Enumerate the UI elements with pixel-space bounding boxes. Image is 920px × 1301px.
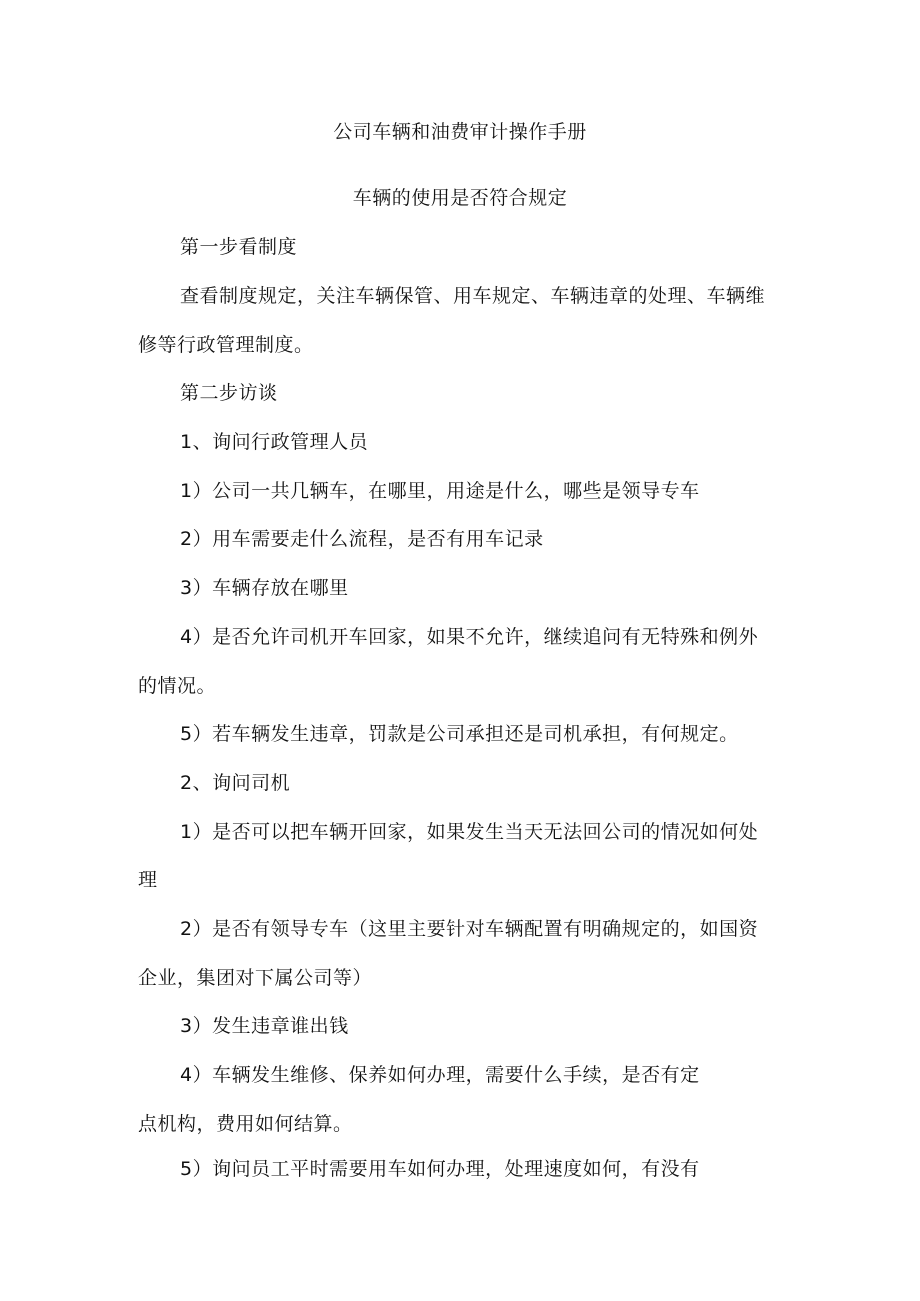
step-heading: 第二步访谈	[180, 382, 278, 404]
step-heading: 第一步看制度	[180, 236, 298, 258]
list-item: 5）询问员工平时需要用车如何办理，处理速度如何，有没有	[180, 1158, 700, 1180]
list-item-continuation: 企业，集团对下属公司等）	[138, 967, 373, 989]
list-item-continuation: 的情况。	[138, 675, 217, 697]
list-heading: 1、询问行政管理人员	[180, 431, 369, 453]
list-item: 1）公司一共几辆车，在哪里，用途是什么，哪些是领导专车	[180, 480, 700, 502]
list-item: 5）若车辆发生违章，罚款是公司承担还是司机承担，有何规定。	[180, 723, 739, 745]
paragraph-line: 查看制度规定，关注车辆保管、用车规定、车辆违章的处理、车辆维	[180, 285, 766, 307]
paragraph-line: 修等行政管理制度。	[138, 334, 314, 356]
list-item: 4）是否允许司机开车回家，如果不允许，继续追问有无特殊和例外	[180, 626, 759, 648]
list-item: 1）是否可以把车辆开回家，如果发生当天无法回公司的情况如何处	[180, 821, 759, 843]
list-item: 4）车辆发生维修、保养如何办理，需要什么手续，是否有定	[180, 1064, 700, 1086]
list-item: 3）发生违章谁出钱	[180, 1015, 349, 1037]
list-item: 2）用车需要走什么流程，是否有用车记录	[180, 528, 544, 550]
list-item: 3）车辆存放在哪里	[180, 577, 349, 599]
list-item-continuation: 理	[138, 869, 158, 891]
list-item-continuation: 点机构，费用如何结算。	[138, 1113, 353, 1135]
section-heading: 车辆的使用是否符合规定	[352, 187, 568, 209]
document-title: 公司车辆和油费审计操作手册	[333, 121, 587, 143]
list-heading: 2、询问司机	[180, 772, 291, 794]
list-item: 2）是否有领导专车（这里主要针对车辆配置有明确规定的，如国资	[180, 918, 759, 940]
